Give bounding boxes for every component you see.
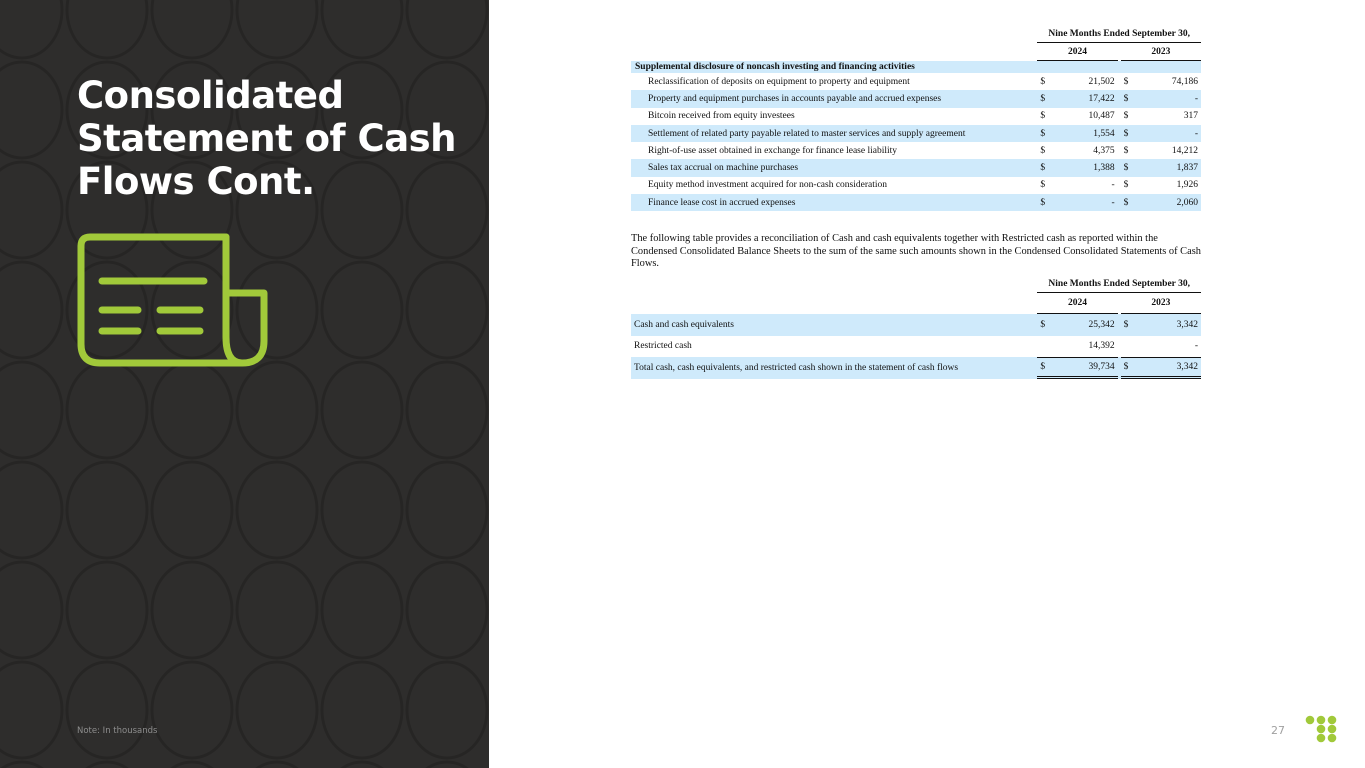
- table-row-total: Total cash, cash equivalents, and restricted cash shown in the statement of cash flows $ 39,734 $ 3,342: [631, 357, 1201, 379]
- table-row: Finance lease cost in accrued expenses $ - $ 2,060: [631, 194, 1201, 211]
- year-header-2024: 2024: [1037, 43, 1117, 61]
- table-row: Bitcoin received from equity investees $ 10,487 $ 317: [648, 111, 1198, 122]
- table-row: Sales tax accrual on machine purchases $ 1,388 $ 1,837: [631, 159, 1201, 176]
- brand-logo: [1304, 714, 1344, 744]
- table-row: Property and equipment purchases in accounts payable and accrued expenses $ 17,422 $ -: [631, 90, 1201, 107]
- year-header-2023: 2023: [1121, 293, 1201, 314]
- period-header: Nine Months Ended September 30,: [1037, 26, 1201, 43]
- table-row: Equity method investment acquired for non-cash consideration $ - $ 1,926: [648, 180, 1198, 191]
- page-number: 27: [1271, 724, 1285, 737]
- year-header-2023: 2023: [1121, 43, 1201, 61]
- table-row: Restricted cash 14,392 -: [634, 341, 1198, 352]
- supplemental-disclosure-table: [631, 26, 1201, 211]
- year-header-2024: 2024: [1037, 293, 1117, 314]
- reconciliation-paragraph: The following table provides a reconciliation of Cash and cash equivalents together with Restricted cash as reported within the Condensed Consolidated Balance Sheets to the sum of the same such amounts shown in the Condensed Consolidated Statements of Cash Flows.: [631, 233, 1201, 270]
- slide-title: Consolidated Statement of Cash Flows Cont.: [77, 74, 457, 203]
- title-panel: [0, 0, 489, 768]
- cash-reconciliation-table: [631, 276, 1201, 379]
- section-title: Supplemental disclosure of noncash investing and financing activities: [631, 61, 1034, 73]
- document-icon: [76, 232, 270, 368]
- table-row: Right-of-use asset obtained in exchange for finance lease liability $ 4,375 $ 14,212: [648, 145, 1198, 156]
- period-header: Nine Months Ended September 30,: [1037, 276, 1201, 293]
- table-row: Reclassification of deposits on equipment to property and equipment $ 21,502 $ 74,186: [648, 76, 1198, 87]
- table-row: Settlement of related party payable related to master services and supply agreement $ 1,554 $ -: [631, 125, 1201, 142]
- footnote: Note: In thousands: [77, 726, 158, 736]
- table-row: Cash and cash equivalents $ 25,342 $ 3,342: [631, 314, 1201, 336]
